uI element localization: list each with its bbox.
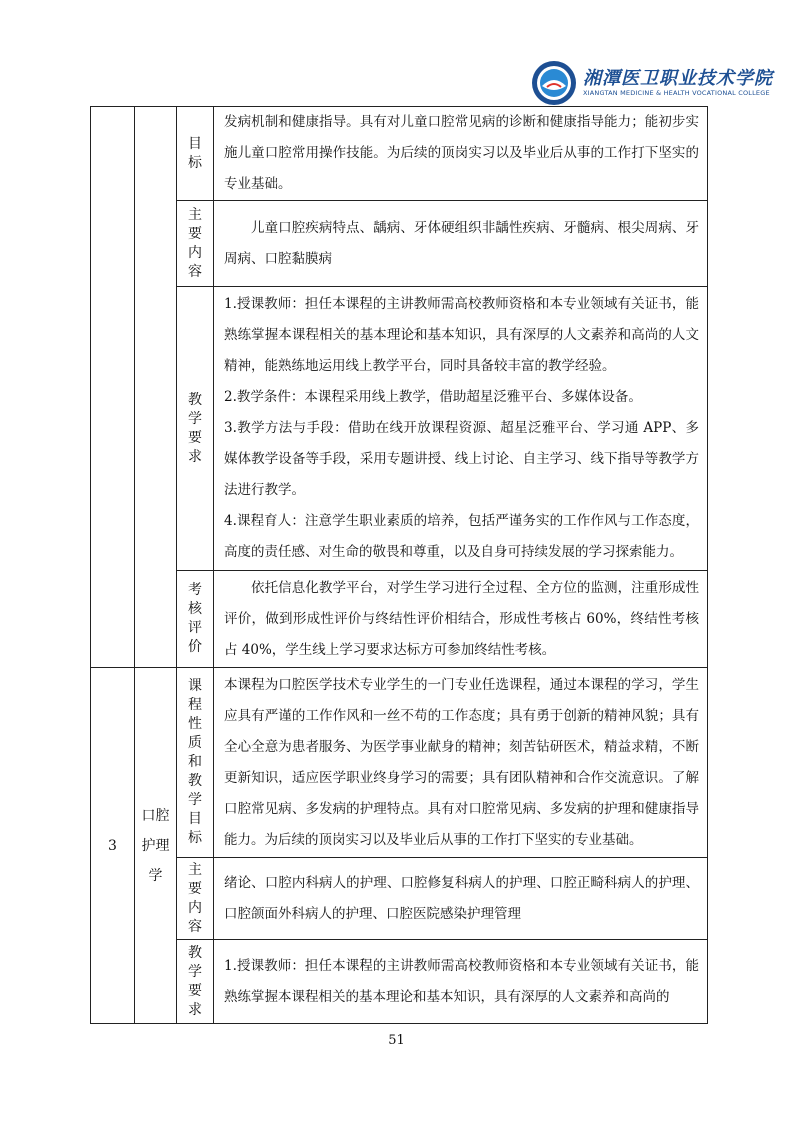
content-text: 绪论、口腔内科病人的护理、口腔修复科病人的护理、口腔正畸科病人的护理、口腔颌面外科病人的护理、口腔医院感染护理管理 bbox=[214, 858, 708, 940]
row-label-requirements: 教 学 要 求 bbox=[177, 287, 214, 571]
row-label-content: 主 要 内 容 bbox=[177, 858, 214, 940]
content-text: 儿童口腔疾病特点、龋病、牙体硬组织非龋性疾病、牙髓病、根尖周病、牙周病、口腔黏膜病 bbox=[214, 201, 708, 287]
requirement-item: 2.教学条件：本课程采用线上教学，借助超星泛雅平台、多媒体设备。 bbox=[224, 389, 642, 405]
course-number-cell bbox=[91, 107, 135, 668]
table-row bbox=[91, 858, 708, 940]
requirements-text bbox=[214, 287, 708, 571]
row-label-nature-goal: 课 程 性 质 和 教 学 目 标 bbox=[177, 668, 214, 858]
college-logo bbox=[531, 60, 773, 106]
requirement-item: 4.课程育人：注意学生职业素质的培养，包括严谨务实的工作作风与工作态度，高度的责任感、对生命的敬畏和尊重，以及自身可持续发展的学习探索能力。 bbox=[224, 513, 699, 560]
college-name-cn: 湘潭医卫职业技术学院 bbox=[583, 68, 773, 89]
nature-goal-text: 本课程为口腔医学技术专业学生的一门专业任选课程，通过本课程的学习，学生应具有严谨的工作作风和一丝不苟的工作态度；具有勇于创新的精神风貌；具有全心全意为患者服务、为医学事业献身的精神；刻苦钻研医术，精益求精，不断更新知识，适应医学职业终身学习的需要；具有团队精神和合作交流意识。了解口腔常见病、多发病的护理特点。具有对口腔常见病、多发病的护理和健康指导能力。为后续的顶岗实习以及毕业后从事的工作打下坚实的专业基础。 bbox=[214, 668, 708, 858]
requirement-item: 1.授课教师：担任本课程的主讲教师需高校教师资格和本专业领域有关证书，能熟练掌握本课程相关的基本理论和基本知识，具有深厚的人文素养和高尚的人文精神，能熟练地运用线上教学平台，同时具备较丰富的教学经验。 bbox=[224, 296, 699, 374]
table-row bbox=[91, 668, 708, 858]
course-name: 口腔 护理 学 bbox=[135, 668, 177, 1024]
requirement-item: 3.教学方法与手段：借助在线开放课程资源、超星泛雅平台、学习通 APP、多媒体教学设备等手段，采用专题讲授、线上讨论、自主学习、线下指导等教学方法进行教学。 bbox=[224, 420, 699, 498]
table-row bbox=[91, 287, 708, 571]
table-row bbox=[91, 201, 708, 287]
table-row bbox=[91, 107, 708, 201]
row-label-content: 主 要 内 容 bbox=[177, 201, 214, 287]
course-table bbox=[90, 106, 708, 1024]
college-name-en: XIANGTAN MEDICINE & HEALTH VOCATIONAL COLLEGE bbox=[583, 89, 770, 97]
college-seal-icon bbox=[531, 60, 577, 106]
evaluation-text: 依托信息化教学平台，对学生学习进行全过程、全方位的监测，注重形成性评价，做到形成性评价与终结性评价相结合，形成性考核占 60%，终结性考核占 40%，学生线上学习要求达标方可参加终结性考核。 bbox=[214, 571, 708, 668]
row-label-goal: 目 标 bbox=[177, 107, 214, 201]
course-name-cell bbox=[135, 107, 177, 668]
course-number: 3 bbox=[91, 668, 135, 1024]
row-label-evaluation: 考 核 评 价 bbox=[177, 571, 214, 668]
goal-text: 发病机制和健康指导。具有对儿童口腔常见病的诊断和健康指导能力；能初步实施儿童口腔常用操作技能。为后续的顶岗实习以及毕业后从事的工作打下坚实的专业基础。 bbox=[214, 107, 708, 201]
table-row bbox=[91, 940, 708, 1024]
table-row bbox=[91, 571, 708, 668]
page-number: 51 bbox=[388, 1033, 405, 1048]
row-label-requirements: 教 学 要 求 bbox=[177, 940, 214, 1024]
requirements-text: 1.授课教师：担任本课程的主讲教师需高校教师资格和本专业领域有关证书，能熟练掌握本课程相关的基本理论和基本知识，具有深厚的人文素养和高尚的 bbox=[214, 940, 708, 1024]
